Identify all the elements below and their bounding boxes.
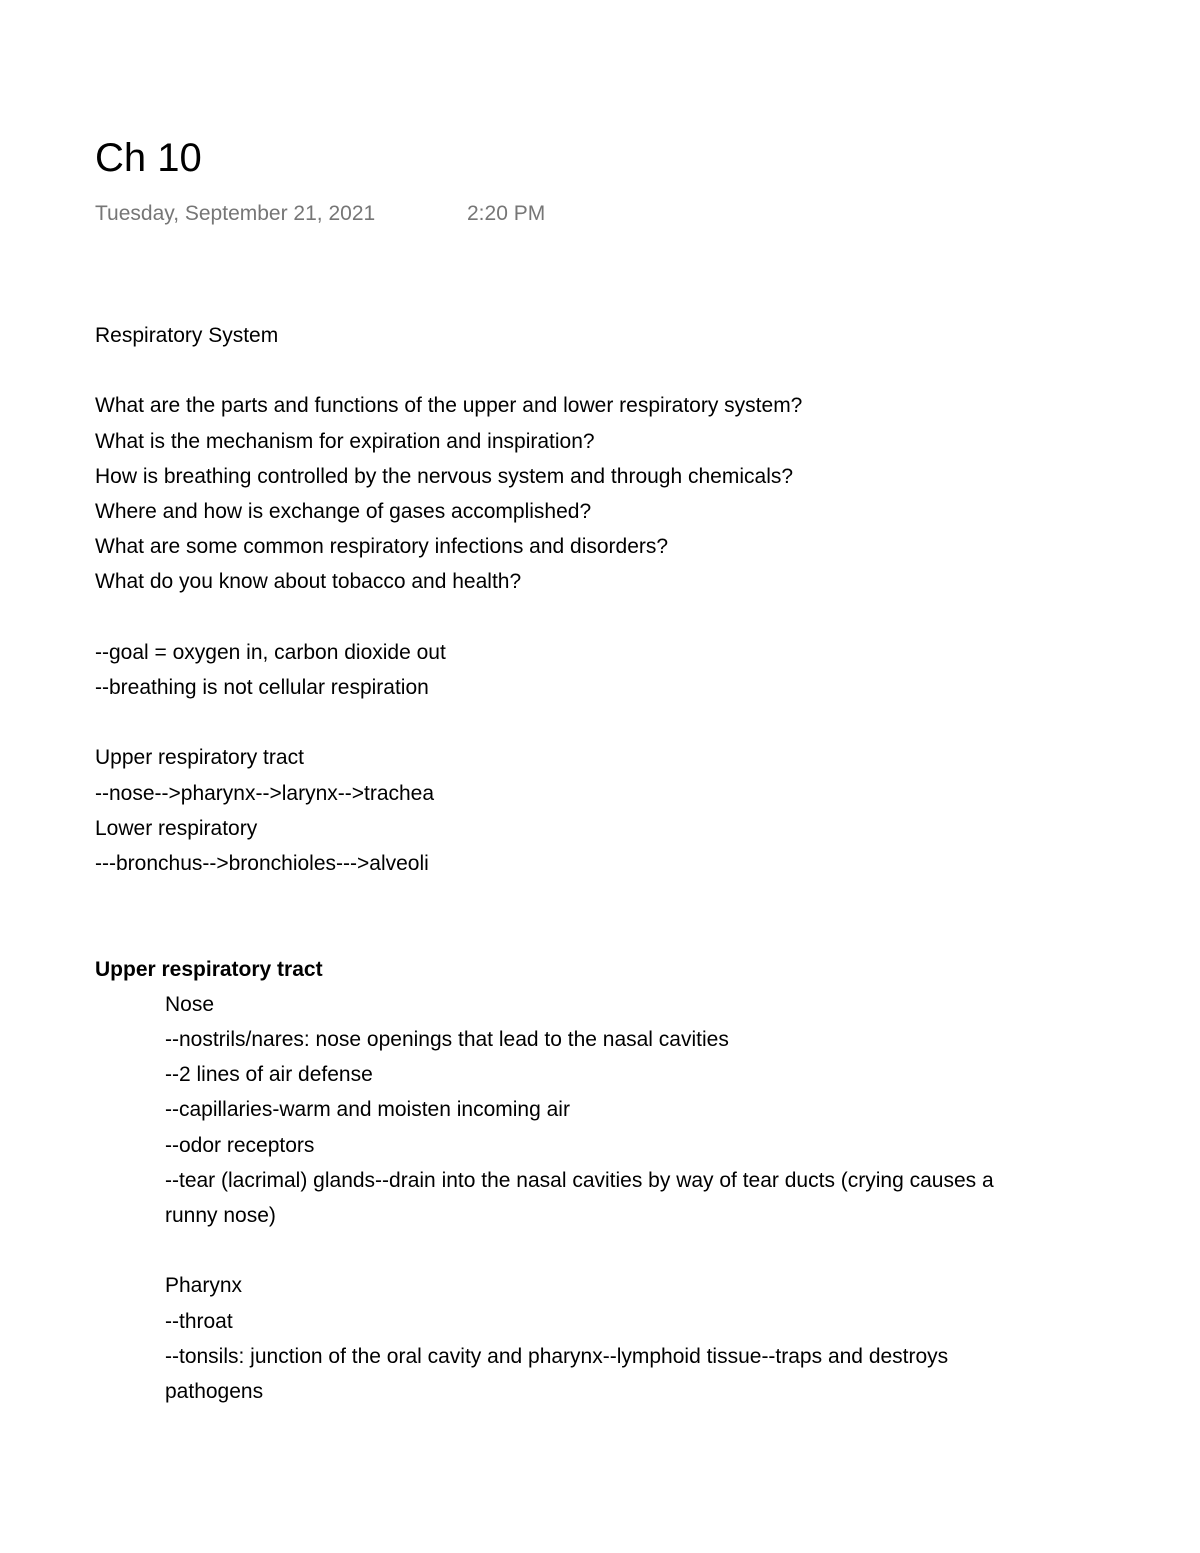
page-date: Tuesday, September 21, 2021 [95, 202, 376, 225]
note-line: --goal = oxygen in, carbon dioxide out [95, 640, 446, 664]
overview-lower-path: ---bronchus-->bronchioles--->alveoli [95, 852, 429, 875]
spacer [95, 881, 1195, 951]
nose-item: --capillaries-warm and moisten incoming air [165, 1098, 570, 1122]
question-line: Where and how is exchange of gases accomplished? [95, 500, 592, 523]
nose-item: --2 lines of air defense [165, 1063, 373, 1087]
note-body[interactable] [95, 318, 1195, 1409]
note-line: --breathing is not cellular respiration [95, 676, 429, 699]
pharynx-label: Pharynx [165, 1274, 243, 1298]
nose-item: --odor receptors [165, 1133, 315, 1157]
overview-upper-label: Upper respiratory tract [95, 746, 304, 770]
spacer [95, 353, 1195, 388]
nose-item: --tear (lacrimal) glands--drain into the nasal cavities by way of tear ducts (crying causes a [165, 1168, 994, 1192]
upper-tract-heading: Upper respiratory tract [95, 957, 323, 981]
nose-item: --nostrils/nares: nose openings that lead to the nasal cavities [165, 1028, 729, 1051]
section-heading: Respiratory System [95, 324, 279, 347]
spacer [165, 1233, 1195, 1268]
question-line: What are some common respiratory infections and disorders? [95, 535, 669, 559]
overview-lower-label: Lower respiratory [95, 816, 258, 840]
question-line: How is breathing controlled by the nervous system and through chemicals? [95, 464, 794, 488]
nose-label: Nose [165, 992, 215, 1016]
overview-upper-path: --nose-->pharynx-->larynx-->trachea [95, 781, 435, 805]
page-title: Ch 10 [95, 136, 202, 180]
page-timestamp [95, 199, 546, 229]
question-line: What are the parts and functions of the upper and lower respiratory system? [95, 394, 803, 418]
pharynx-item: pathogens [165, 1380, 264, 1404]
nose-item: runny nose) [165, 1204, 276, 1228]
question-line: What is the mechanism for expiration and inspiration? [95, 429, 595, 453]
spacer [95, 705, 1195, 740]
spacer [95, 600, 1195, 635]
pharynx-item: --throat [165, 1309, 233, 1333]
nose-block [165, 987, 1195, 1409]
question-line: What do you know about tobacco and health? [95, 570, 522, 594]
page-time: 2:20 PM [467, 202, 546, 225]
pharynx-item: --tonsils: junction of the oral cavity and pharynx--lymphoid tissue--traps and destroys [165, 1344, 949, 1368]
